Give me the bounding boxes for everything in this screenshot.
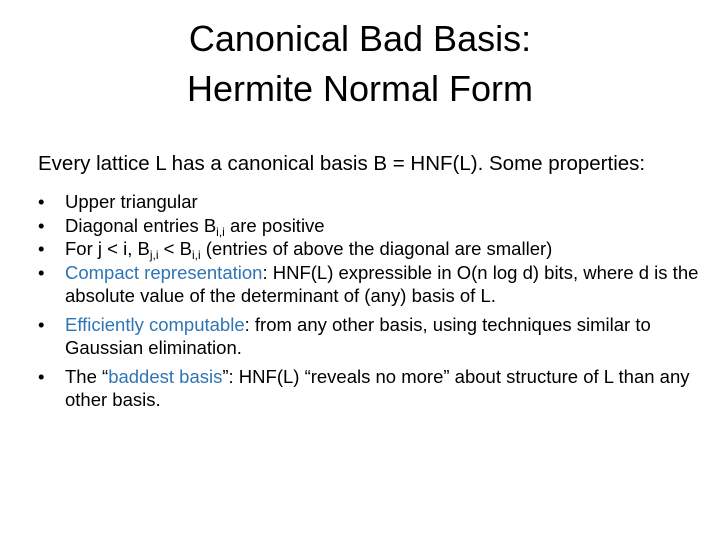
bullet-icon: • [38,191,45,212]
intro-text: Every lattice L has a canonical basis B = HNF(L). Some properties: [38,152,646,175]
list-item-upper-triangular [38,190,708,214]
property-text: are positive [224,214,325,236]
property-text: : from any other basis, using techniques similar to Gaussian elimination. [65,313,651,358]
list-item-efficiently-computable [38,313,708,360]
bullet-icon: • [38,313,45,335]
property-text: Upper triangular [65,191,198,212]
slide-title-line-2: Hermite Normal Form [186,68,534,109]
property-text: < B [158,238,192,259]
property-text: For j < i, B [65,238,150,259]
list-item-baddest-basis [38,365,708,412]
highlight-term: Efficiently computable [65,313,245,335]
property-text: (entries of above the diagonal are smaller) [200,238,553,259]
bullet-icon: • [38,365,45,387]
list-item-offdiagonal-smaller [38,237,708,261]
subscript: i,i [191,248,201,262]
property-text: : HNF(L) expressible in O(n log d) bits, where d is the absolute value of the determinant of (any) basis of L. [65,261,699,306]
subscript: i,i [216,224,225,239]
bullet-icon: • [38,214,45,236]
highlight-term: baddest basis [108,365,223,387]
bullet-icon: • [38,261,45,283]
highlight-term: Compact representation [65,261,263,283]
slide-title-line-1: Canonical Bad Basis: [188,18,532,59]
bullet-icon: • [38,238,45,259]
property-text: ”: HNF(L) “reveals no more” about structure of L than any other basis. [65,365,690,410]
properties-list [38,190,708,412]
property-text: The “ [65,365,109,387]
subscript: j,i [149,248,159,262]
slide-title [0,14,720,114]
list-item-compact-representation [38,261,708,308]
list-item-diagonal-positive [38,214,708,238]
property-text: Diagonal entries B [65,214,217,236]
